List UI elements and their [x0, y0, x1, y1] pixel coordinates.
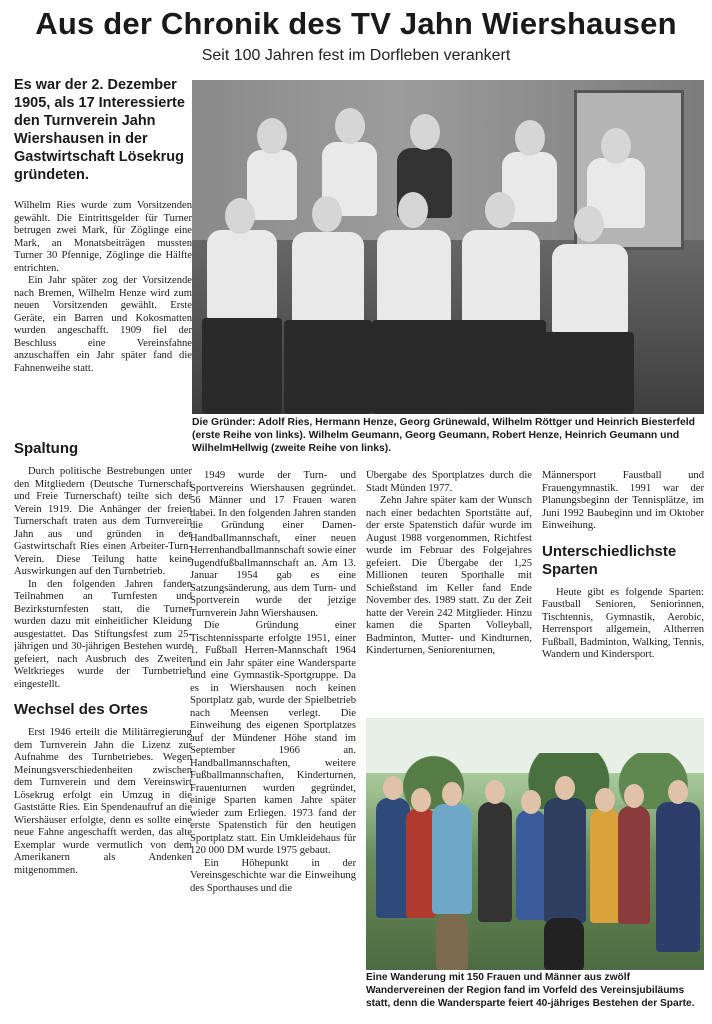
hiker-head [485, 780, 505, 804]
founder-head [515, 120, 545, 156]
column-1-bottom [14, 430, 192, 1020]
founders-photo-caption: Die Gründer: Adolf Ries, Hermann Henze, Georg Grünewald, Wilhelm Röttger und Heinrich Biesterfeld (erste Reihe von links). Wilhelm Geumann, Georg Geumann, Robert Henze, Heinrich Geumann und WilhelmHellwig (zweite Reihe von links). [192, 417, 695, 454]
column-2 [190, 470, 356, 1018]
founder-head [398, 192, 428, 228]
paragraph: Heute gibt es folgende Sparten: Faustball Senioren, Seniorinnen, Tischtennis, Gymnastik, Aerobic, Herrensport allgemein, Altherren Fußball, Badminton, Walking, Tennis, Wandern und Kindersport. [542, 586, 704, 660]
section-heading-wechsel: Wechsel des Ortes [14, 701, 148, 718]
paragraph: 1949 wurde der Turn- und Sportvereins Wiershausen gegründet. 56 Männer und 17 Frauen waren dabei. In den folgenden Jahren standen die Gründung einer Damen-Handballmannschaft, einer neuen Herrenhandballmannschaft sowie einer Jugendfußballmannschaft an. Am 13. Januar 1954 gab es eine Satzungsänderung, aus dem Turn- und Sportverein wurde der jetzige Turnverein Jahn Wiershausen. [190, 470, 356, 619]
founder-legs [202, 318, 282, 414]
founder-legs [454, 320, 546, 414]
hiker-head [411, 788, 431, 812]
section-heading-sparten: Unterschiedlichste Sparten [542, 542, 677, 578]
paragraph: Zehn Jahre später kam der Wunsch nach einer bedachten Sportstätte auf, der erste Spatenstich dafür wurde im August 1988 vorgenommen, Richtfest wurde im Februar des Folgejahres gefeiert. Die Übergabe der 1,25 Millionen teuren Sporthalle mit Schießstand im Keller fand Ende November des. 1989 statt. Zu der Zeit hatte der Verein 242 Mitglieder. Hinzu kamen die Sparten Volleyball, Badminton, Mutter- und Kindturnen, Kinderturnen, Seniorenturnen, [366, 495, 532, 656]
hiker-figure [656, 802, 700, 952]
column-4 [542, 470, 704, 715]
paragraph: Die Gründung einer Tischtennissparte erfolgte 1951, einer 1. Fußball Herren-Mannschaft 1964 und ein Jahr später eine Wandersparte und eine Gymnastik-Sportgruppe. Da es in Wiershausen noch keinen Sportplatz gab, wurde der Spielbetrieb nach Meensen verlegt. Die Einweihung des eigenen Sportplatzes auf der Mündener Höhe stand im September 1966 an. Handballmannschaften, weitere Fußballmannschaften, Kinderturnen, Frauenturnen wurden gegründet, einige Sparten kamen Jahre später wieder zum Erliegen. 1973 fand der erste Spatenstich für den heutigen Sportplatz statt. Ein Umkleidehaus für 120 000 DM wurde 1975 gebaut. [190, 620, 356, 856]
section-heading-spaltung: Spaltung [14, 440, 79, 457]
hiker-figure [478, 802, 512, 922]
founder-head [485, 192, 515, 228]
hiker-legs [544, 918, 584, 970]
paragraph: Wilhelm Ries wurde zum Vorsitzenden gewählt. Die Eintrittsgelder für Turner betrugen zwei Mark, für Zöglinge eine Mark, an Monatsbeiträgen mussten Turner 30 Pfennige, Zöglinge die Hälfte entrichten. [14, 200, 192, 274]
headline: Aus der Chronik des TV Jahn Wiershausen [35, 6, 677, 41]
paragraph: Erst 1946 erteilt die Militärregierung dem Turnverein Jahn die Lizenz zur Aufnahme des Turnbetriebes. Wegen Meinungsverschiedenheiten zwischen dem Turnverein und dem Vereinswirt Lösekrug erfolgt ein Umzug in die Gaststätte Ries. Ein Spendenaufruf an die Wiershäuser erfolgte, denn es sollte eine neue Fahne angeschafft werden, das alte Exemplar wurde vermutlich von dem Amerikanern als Andenken mitgenommen. [14, 727, 192, 876]
hiker-figure [618, 806, 650, 924]
founder-figure [377, 230, 451, 324]
hiker-figure [516, 810, 546, 920]
hiker-figure [590, 808, 620, 923]
paragraph: Ein Jahr später zog der Vorsitzende nach Bremen, Wilhelm Henze wird zum neuen Vorsitzenden gewählt. Erste Geräte, ein Barren und Kokosmatten wurden angeschafft. 1909 fiel der Beschluss eine Vereinsfahne anzuschaffen ein Jahr später fand die Fahnenweihe statt. [14, 275, 192, 374]
founder-head [312, 196, 342, 232]
paragraph: Übergabe des Sportplatzes durch die Stadt Münden 1977. [366, 470, 532, 494]
hiker-figure [376, 798, 410, 918]
hiker-head [555, 776, 575, 800]
hiker-head [442, 782, 462, 806]
founder-head [225, 198, 255, 234]
hiker-head [595, 788, 615, 812]
founder-head [410, 114, 440, 150]
founder-head [257, 118, 287, 154]
hiker-legs [436, 914, 468, 970]
column-1-top [14, 200, 192, 422]
hiker-head [624, 784, 644, 808]
founder-head [335, 108, 365, 144]
paragraph: Durch politische Bestrebungen unter den Mitgliedern (Deutsche Turnerschaft und Freie Turnerschaft) teilte sich der Verein 1919. Die Anhänger der freien Turnerschaft traten aus dem Turnverein Jahn aus und gründen in der Gastwirtschaft Ries einen Arbeiter-Turn-Verein. Diese Teilung hatte keine Auswirkungen auf den Turnbetrieb. [14, 466, 192, 577]
founder-figure [247, 150, 297, 220]
hiking-photo [366, 718, 704, 970]
hiker-head [668, 780, 688, 804]
hiker-head [383, 776, 403, 800]
hiking-photo-caption: Eine Wanderung mit 150 Frauen und Männer aus zwölf Wandervereinen der Region fand im Vorfeld des Vereinsjubiläums statt, denn die Wandersparte feiert 40-jähriges Bestehen der Sparte. [366, 972, 695, 1009]
founder-head [574, 206, 604, 242]
paragraph: Ein Höhepunkt in der Vereinsgeschichte war die Einweihung des Sporthauses und die [190, 857, 356, 894]
subheadline: Seit 100 Jahren fest im Dorfleben verankert [201, 47, 511, 64]
hiker-figure [432, 804, 472, 914]
founder-figure [462, 230, 540, 324]
founder-figure [207, 230, 277, 320]
founder-head [601, 128, 631, 164]
founder-figure [552, 244, 628, 334]
lead-paragraph: Es war der 2. Dezember 1905, als 17 Interessierte den Turnverein Jahn Wiershausen in der Gastwirtschaft Lösekrug gründeten. [14, 77, 185, 183]
hiker-figure [544, 798, 586, 923]
founder-legs [544, 332, 634, 414]
founder-legs [284, 320, 372, 414]
hiker-head [521, 790, 541, 814]
column-3 [366, 470, 532, 715]
paragraph: Männersport Faustball und Frauengymnastik. 1991 war der Planungsbeginn der Tennisplätze, im Juni 1992 Baubeginn und im Oktober Einweihung. [542, 470, 704, 531]
founder-legs [372, 320, 458, 414]
founder-figure [292, 232, 364, 324]
paragraph: In den folgenden Jahren fanden Teilnahmen an Turnfesten und Bezirksturnfesten statt, die Turner wurden dazu mit einheitlicher Kleidung ausgestattet. Das Stiftungsfest zum 25-jährigen und 30-jährigen Bestehen wurde gefeiert, nach Ausbruch des Zweiten Weltkrieges wurde der Turnbetrieb eingestellt. [14, 578, 192, 690]
founders-photo [192, 80, 704, 414]
